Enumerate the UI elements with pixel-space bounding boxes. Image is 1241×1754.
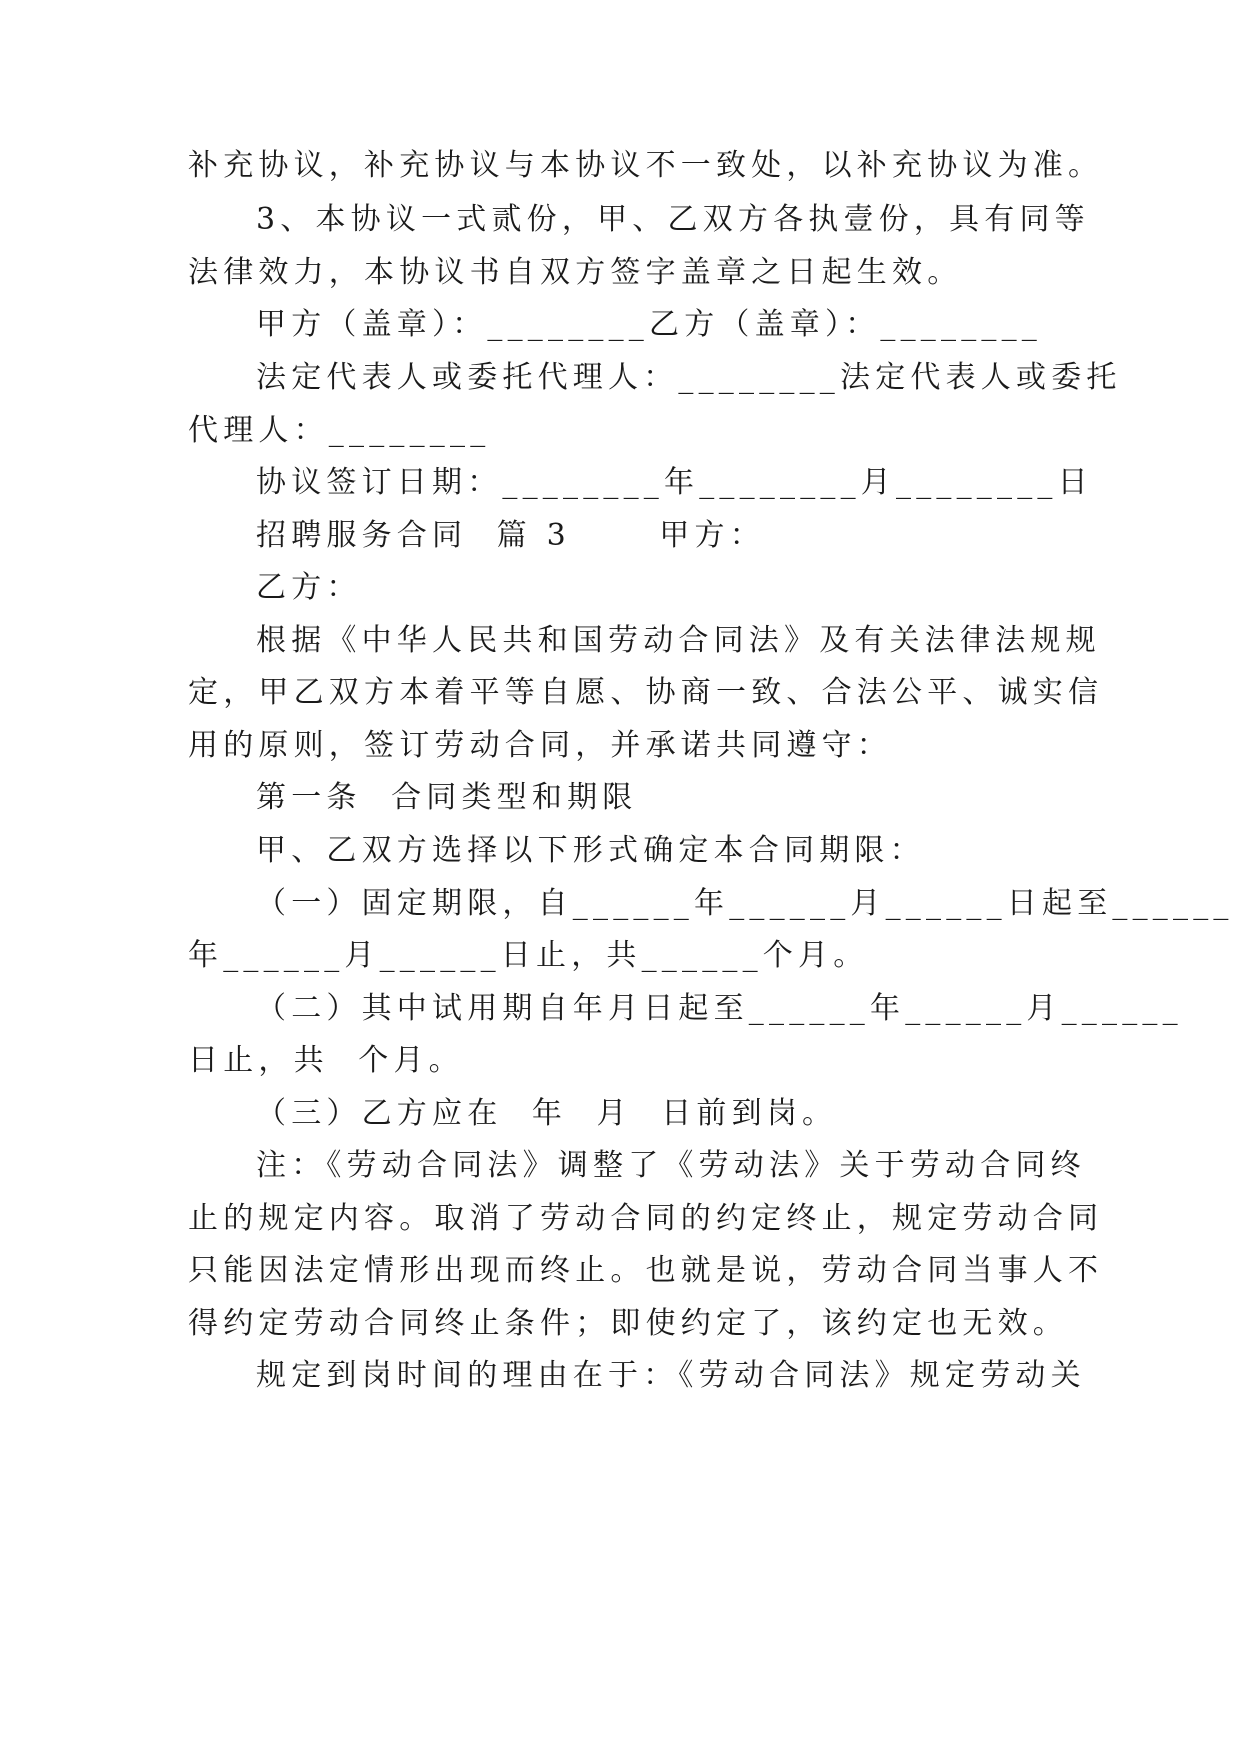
text-line: 用的原则，签订劳动合同，并承诺共同遵守： <box>188 728 892 763</box>
signing-date-line: 协议签订日期：________年________月________日 <box>256 465 1093 500</box>
text-line: 止的规定内容。取消了劳动合同的约定终止，规定劳动合同 <box>188 1201 1104 1236</box>
text-line: 代理人：________ <box>188 413 491 448</box>
section-heading: 招聘服务合同 篇 3 甲方： <box>256 518 765 553</box>
text-line: 得约定劳动合同终止条件；即使约定了，该约定也无效。 <box>188 1306 1068 1341</box>
article-heading: 第一条 合同类型和期限 <box>256 780 638 815</box>
text-line: 日止，共 个月。 <box>188 1043 464 1078</box>
text-line: 规定到岗时间的理由在于：《劳动合同法》规定劳动关 <box>256 1358 1086 1393</box>
text-line: 定，甲乙双方本着平等自愿、协商一致、合法公平、诚实信 <box>188 675 1104 710</box>
text-line: 法定代表人或委托代理人：________法定代表人或委托 <box>256 360 1122 395</box>
text-line: 补充协议，补充协议与本协议不一致处，以补充协议为准。 <box>188 148 1104 183</box>
text-line: （三）乙方应在 年 月 日前到岗。 <box>256 1096 838 1131</box>
text-line: 年______月______日止，共______个月。 <box>188 938 869 973</box>
text-line: 乙方： <box>256 570 362 605</box>
text-line: 只能因法定情形出现而终止。也就是说，劳动合同当事人不 <box>188 1253 1104 1288</box>
text-line: 法律效力，本协议书自双方签字盖章之日起生效。 <box>188 255 963 290</box>
text-line: 甲、乙双方选择以下形式确定本合同期限： <box>256 833 925 868</box>
text-line: （二）其中试用期自年月日起至______年______月______ <box>256 991 1183 1026</box>
text-line: 根据《中华人民共和国劳动合同法》及有关法律法规规 <box>256 623 1101 658</box>
text-line: 注：《劳动合同法》调整了《劳动法》关于劳动合同终 <box>256 1148 1086 1183</box>
text-line: 3、本协议一式贰份，甲、乙双方各执壹份，具有同等 <box>256 202 1090 237</box>
signature-line-party-a-b: 甲方（盖章）：________乙方（盖章）：________ <box>256 307 1042 342</box>
text-line: （一）固定期限，自______年______月______日起至______ <box>256 886 1234 921</box>
